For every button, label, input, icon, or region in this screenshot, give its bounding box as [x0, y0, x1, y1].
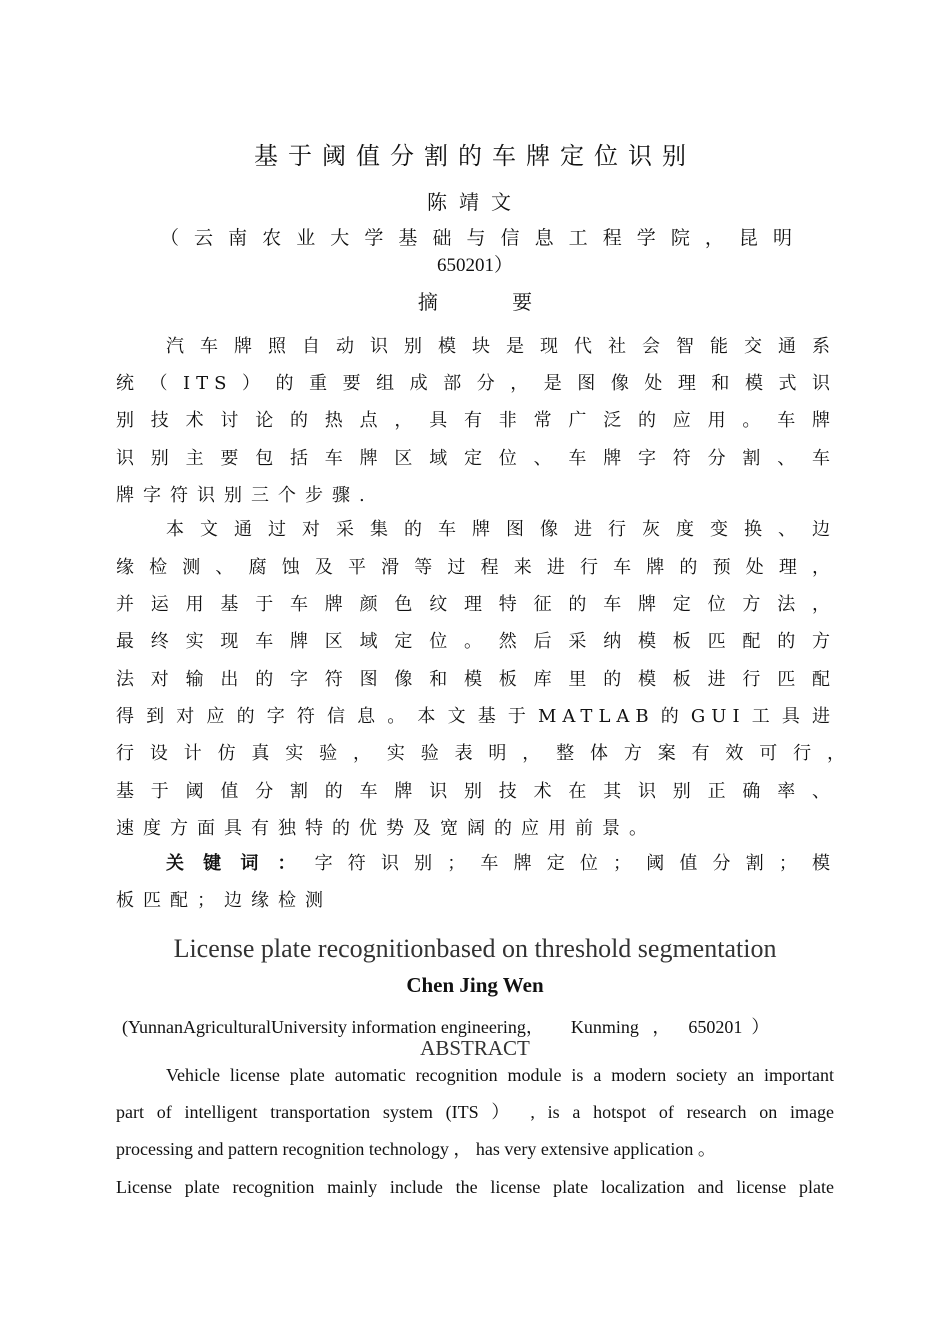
- abstract-heading-char-1: 摘: [417, 290, 438, 314]
- abstract-line: 并运用基于车牌颜色纹理特征的车牌定位方法，: [116, 594, 836, 615]
- abstract-line: 本文通过对采集的车牌图像进行灰度变换、边: [166, 519, 836, 540]
- keywords-line: [166, 849, 836, 879]
- english-abstract-line: processing and pattern recognition technology ， has very extensive application 。: [116, 1139, 716, 1159]
- abstract-line: 速度方面具有独特的优势及宽阔的应用前景。: [116, 818, 656, 839]
- abstract-line: 得到对应的字符信息。本文基于MATLAB的GUI工具进: [116, 706, 836, 727]
- english-abstract-heading: ABSTRACT: [420, 1036, 530, 1060]
- chinese-abstract-heading: [0, 286, 950, 315]
- abstract-line: 行设计仿真实验，实验表明，整体方案有效可行，: [116, 743, 851, 764]
- english-title: License plate recognitionbased on threshold segmentation: [173, 934, 777, 963]
- abstract-line: 识别主要包括车牌区域定位、车牌字符分割、车: [116, 448, 836, 469]
- english-abstract-line: License plate recognition mainly include the license plate localization and license plate: [116, 1177, 834, 1197]
- english-author: Chen Jing Wen: [406, 973, 544, 997]
- english-abstract-line: Vehicle license plate automatic recognition module is a modern society an important: [166, 1065, 834, 1085]
- chinese-affiliation-line2: 650201）: [436, 255, 513, 276]
- keywords-text: 字符识别；车牌定位；阈值分割；模: [314, 853, 837, 874]
- keywords-label: 关键词：: [166, 853, 315, 874]
- abstract-line: 最终实现车牌区域定位。然后采纳模板匹配的方: [116, 631, 836, 652]
- abstract-line: 基于阈值分割的车牌识别技术在其识别正确率、: [116, 781, 836, 802]
- abstract-line: 别技术讨论的热点，具有非常广泛的应用。车牌: [116, 410, 836, 431]
- abstract-line: 缘检测、腐蚀及平滑等过程来进行车牌的预处理，: [116, 557, 836, 578]
- keywords-line-2: 板匹配；边缘检测: [116, 890, 332, 911]
- abstract-line: 牌字符识别三个步骤.: [116, 485, 374, 506]
- english-abstract-line: part of intelligent transportation system (ITS ） , is a hotspot of research on image: [116, 1102, 834, 1122]
- english-affiliation: (YunnanAgriculturalUniversity information engineering， Kunming ， 650201 ）: [122, 1017, 770, 1037]
- chinese-title: 基于阈值分割的车牌定位识别: [254, 142, 696, 170]
- abstract-line: 法对输出的字符图像和模板库里的模板进行匹配: [116, 669, 836, 690]
- abstract-line: 汽车牌照自动识别模块是现代社会智能交通系: [166, 336, 836, 357]
- abstract-line: 统（ITS）的重要组成部分，是图像处理和模式识: [116, 373, 836, 394]
- chinese-author: 陈靖文: [427, 190, 523, 214]
- abstract-heading-char-2: 要: [512, 290, 533, 314]
- chinese-affiliation-line1: （云南农业大学基础与信息工程学院，昆明: [160, 227, 800, 249]
